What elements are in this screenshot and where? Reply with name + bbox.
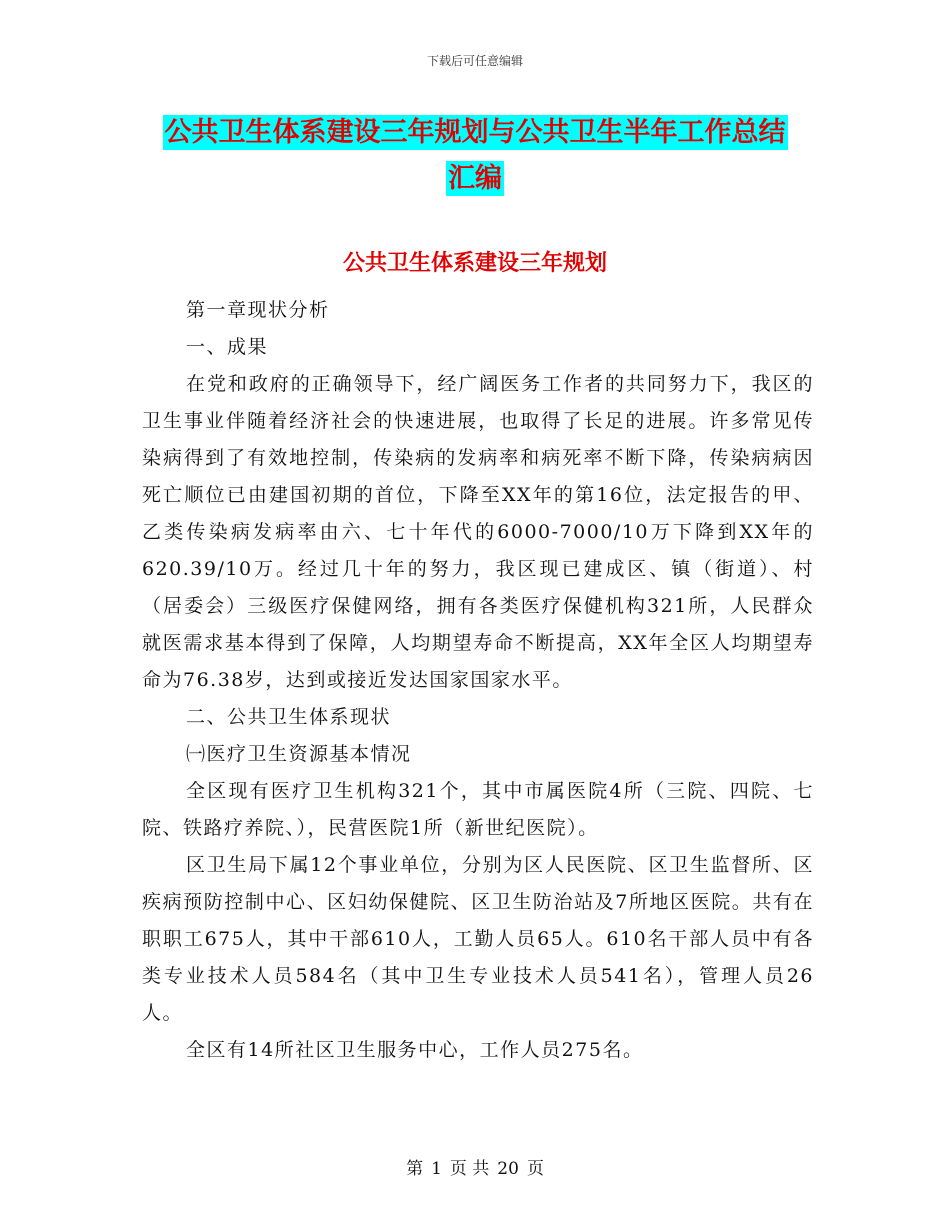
document-body [142,292,814,1069]
footer-prefix: 第 [406,1159,424,1179]
document-title [130,110,820,202]
paragraph-health-bureau: 区卫生局下属12个事业单位，分别为区人民医院、区卫生监督所、区疾病预防控制中心、区妇幼保健院、区卫生防治站及7所地区医院。共有在职职工675人，其中干部610人，工勤人员65人。610名干部人员中有各类专业技术人员584名（其中卫生专业技术人员541名），管理人员26人。 [142,854,814,1024]
paragraph-community-centers: 全区有14所社区卫生服务中心，工作人员275名。 [186,1039,644,1061]
document-title-line-2: 汇编 [448,163,502,194]
paragraph-institutions: 全区现有医疗卫生机构321个，其中市属医院4所（三院、四院、七院、铁路疗养院、），民营医院1所（新世纪医院）。 [142,780,814,839]
chapter-heading: 第一章现状分析 [186,299,330,321]
footer-suffix: 页 [526,1159,544,1179]
subheading-achievements: 一、成果 [186,336,269,358]
footer-mid: 页 共 [449,1159,490,1179]
header-note: 下载后可任意编辑 [426,54,523,68]
subheading-system-status: 二、公共卫生体系现状 [186,706,392,728]
section-title: 公共卫生体系建设三年规划 [342,251,607,276]
page-footer [0,1154,950,1179]
subheading-resources: ㈠医疗卫生资源基本情况 [186,743,412,765]
footer-page-total: 20 [497,1159,519,1179]
footer-page-number: 1 [431,1159,442,1179]
document-title-line-1: 公共卫生体系建设三年规划与公共卫生半年工作总结 [164,117,786,148]
paragraph-achievements: 在党和政府的正确领导下，经广阔医务工作者的共同努力下，我区的卫生事业伴随着经济社会的快速进展，也取得了长足的进展。许多常见传染病得到了有效地控制，传染病的发病率和病死率不断下降，传染病病因死亡顺位已由建国初期的首位，下降至XX年的第16位，法定报告的甲、乙类传染病发病率由六、七十年代的6000-7000/10万下降到XX年的620.39/10万。经过几十年的努力，我区现已建成区、镇（街道）、村（居委会）三级医疗保健网络，拥有各类医疗保健机构321所，人民群众就医需求基本得到了保障，人均期望寿命不断提高，XX年全区人均期望寿命为76.38岁，达到或接近发达国家国家水平。 [142,373,814,691]
